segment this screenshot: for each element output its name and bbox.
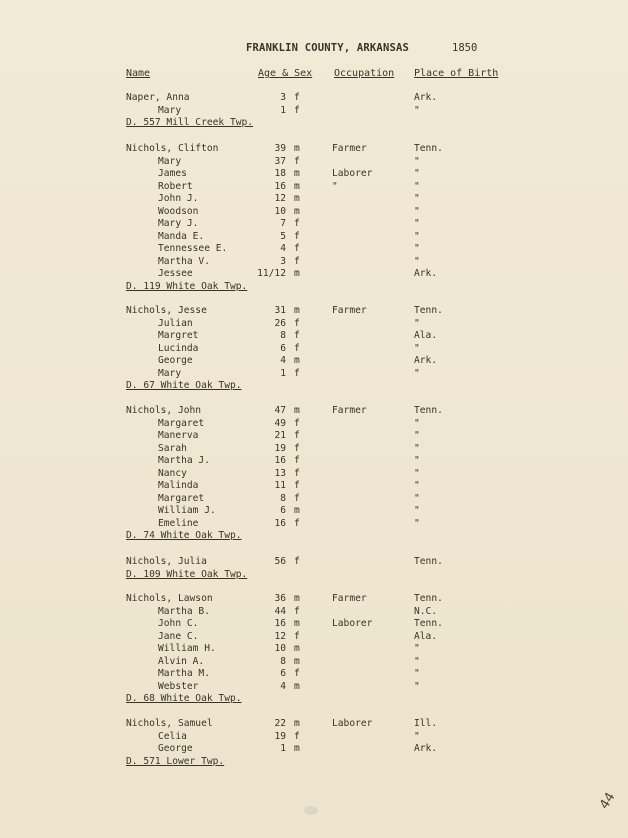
person-sex: f [294,668,300,679]
person-birthplace: " [414,655,420,667]
person-birthplace: " [414,442,420,454]
person-birthplace: " [414,480,420,491]
person-sex: f [294,330,300,341]
person-age: 6 [280,505,286,516]
person-birthplace: " [414,230,420,242]
person-birthplace: " [414,218,420,229]
person-name: Margret [158,330,199,341]
person-name: Nichols, Lawson [126,593,213,604]
person-name: John C. [158,618,199,629]
census-year: 1850 [452,42,478,54]
person-sex: f [294,255,300,267]
person-age: 3 [280,92,286,103]
person-sex: f [294,517,300,529]
person-birthplace: " [414,730,420,742]
page-title: FRANKLIN COUNTY, ARKANSAS [246,42,410,54]
person-name: Celia [158,730,187,742]
person-birthplace: Ala. [414,630,438,642]
person-occupation: Laborer [332,618,373,629]
person-sex: f [294,317,300,329]
person-sex: f [294,218,300,229]
person-age: 39 [274,143,286,154]
person-name: George [158,355,193,366]
person-age: 6 [280,668,286,679]
person-name: William H. [158,643,216,654]
person-birthplace: Ala. [414,330,438,341]
person-birthplace: " [414,168,420,179]
person-occupation: Farmer [332,593,367,604]
person-name: Margaret [158,492,205,504]
person-sex: f [294,630,300,642]
person-name: Woodson [158,205,199,217]
person-occupation: Laborer [332,718,373,729]
person-name: Jessee [158,268,193,279]
person-occupation: " [332,180,338,192]
person-birthplace: Tenn. [414,556,443,567]
person-birthplace: " [414,193,420,204]
column-header-name: Name [126,68,151,79]
person-sex: f [294,367,300,379]
person-name: Julian [158,317,193,329]
person-age: 56 [274,556,286,567]
person-name: Nichols, John [126,405,202,416]
person-sex: m [294,168,300,179]
person-name: Jane C. [158,630,199,642]
person-age: 16 [274,517,286,529]
person-name: Robert [158,180,193,192]
person-age: 1 [280,367,286,379]
person-sex: m [294,305,300,316]
person-name: Tennessee E. [158,243,228,254]
person-sex: f [294,104,300,116]
person-birthplace: Ark. [414,92,438,103]
person-name: Martha J. [158,455,210,466]
person-sex: f [294,556,300,567]
page-number: 44 [597,789,619,812]
person-birthplace: " [414,680,420,692]
person-name: Manerva [158,430,199,441]
person-age: 10 [274,205,286,217]
person-age: 49 [274,417,286,429]
person-age: 19 [274,730,286,742]
person-age: 10 [274,643,286,654]
person-age: 8 [280,330,286,341]
person-name: Alvin A. [158,655,205,667]
person-age: 37 [274,155,286,167]
district-note: D. 109 White Oak Twp. [126,568,248,580]
person-sex: m [294,205,300,217]
column-header-occupation: Occupation [334,68,395,79]
person-sex: f [294,605,300,617]
person-age: 47 [274,405,286,416]
person-age: 1 [280,104,286,116]
district-note: D. 68 White Oak Twp. [126,693,242,704]
person-name: Margaret [158,417,205,429]
person-name: Mary J. [158,218,199,229]
person-age: 8 [280,492,286,504]
stamp-mark [304,806,318,815]
person-name: Webster [158,680,199,692]
person-birthplace: " [414,492,420,504]
person-age: 4 [280,243,286,254]
person-name: Nichols, Julia [126,556,207,567]
person-age: 19 [274,442,286,454]
person-birthplace: Tenn. [414,405,443,416]
person-name: Mary [158,155,182,167]
person-age: 26 [274,317,286,329]
person-sex: f [294,430,300,441]
person-name: Martha B. [158,605,210,617]
person-sex: f [294,342,300,354]
district-note: D. 67 White Oak Twp. [126,380,242,391]
person-birthplace: " [414,317,420,329]
person-sex: f [294,92,300,103]
person-occupation: Farmer [332,305,367,316]
person-birthplace: " [414,243,420,254]
person-name: Sarah [158,442,187,454]
person-age: 13 [274,467,286,479]
person-sex: f [294,480,300,491]
person-age: 16 [274,618,286,629]
person-name: Martha M. [158,668,210,679]
person-sex: m [294,593,300,604]
person-sex: m [294,180,300,192]
person-birthplace: " [414,255,420,267]
person-name: William J. [158,505,216,516]
person-birthplace: Tenn. [414,143,443,154]
person-age: 5 [280,230,286,242]
person-age: 16 [274,180,286,192]
person-name: Mary [158,104,182,116]
person-birthplace: " [414,467,420,479]
person-age: 7 [280,218,286,229]
person-sex: m [294,618,300,629]
person-sex: f [294,155,300,167]
person-sex: f [294,492,300,504]
person-birthplace: " [414,668,420,679]
person-sex: f [294,442,300,454]
person-sex: f [294,243,300,254]
person-name: Emeline [158,517,199,529]
person-name: Martha V. [158,255,210,267]
person-sex: m [294,268,300,279]
person-birthplace: Ark. [414,268,438,279]
person-name: John J. [158,193,199,204]
district-note: D. 571 Lower Twp. [126,755,225,767]
person-occupation: Laborer [332,168,373,179]
person-sex: m [294,405,300,416]
person-age: 12 [274,193,286,204]
person-sex: m [294,680,300,692]
person-sex: m [294,193,300,204]
person-birthplace: Tenn. [414,593,443,604]
person-name: Malinda [158,480,199,491]
person-sex: m [294,718,300,729]
person-name: Nichols, Samuel [126,718,213,729]
person-birthplace: " [414,367,420,379]
person-birthplace: Ill. [414,718,438,729]
person-birthplace: " [414,205,420,217]
person-birthplace: " [414,342,420,354]
person-name: Naper, Anna [126,92,190,103]
person-name: George [158,743,193,754]
person-birthplace: " [414,155,420,167]
person-age: 22 [274,718,286,729]
person-name: Mary [158,367,182,379]
person-birthplace: " [414,104,420,116]
person-occupation: Farmer [332,143,367,154]
district-note: D. 557 Mill Creek Twp. [126,117,254,128]
column-header-age-sex: Age & Sex [258,68,313,79]
person-sex: m [294,655,300,667]
person-birthplace: " [414,455,420,466]
person-name: Lucinda [158,342,199,354]
district-note: D. 119 White Oak Twp. [126,280,248,292]
person-name: James [158,168,187,179]
person-birthplace: Ark. [414,355,438,366]
district-note: D. 74 White Oak Twp. [126,530,242,541]
person-name: Nichols, Jesse [126,305,207,316]
person-occupation: Farmer [332,405,367,416]
person-age: 31 [274,305,286,316]
person-sex: f [294,467,300,479]
column-header-birthplace: Place of Birth [414,68,499,79]
person-age: 16 [274,455,286,466]
person-age: 12 [274,630,286,642]
person-age: 3 [280,255,286,267]
person-name: Nancy [158,467,187,479]
person-birthplace: " [414,505,420,516]
person-sex: m [294,355,300,366]
person-birthplace: " [414,517,420,529]
person-sex: f [294,417,300,429]
person-sex: m [294,143,300,154]
person-birthplace: " [414,643,420,654]
person-age: 11 [274,480,286,491]
person-age: 4 [280,355,286,366]
person-age: 4 [280,680,286,692]
person-birthplace: Ark. [414,743,438,754]
person-birthplace: " [414,417,420,429]
person-sex: m [294,743,300,754]
person-birthplace: " [414,430,420,441]
person-sex: m [294,643,300,654]
person-age: 8 [280,655,286,667]
person-name: Nichols, Clifton [126,143,219,154]
person-sex: f [294,730,300,742]
person-sex: f [294,230,300,242]
person-sex: m [294,505,300,516]
person-age: 6 [280,342,286,354]
person-birthplace: " [414,180,420,192]
person-birthplace: Tenn. [414,618,443,629]
person-age: 36 [274,593,286,604]
person-age: 44 [274,605,286,617]
person-age: 21 [274,430,286,441]
person-sex: f [294,455,300,466]
person-age: 1 [280,743,286,754]
person-name: Manda E. [158,230,205,242]
person-birthplace: N.C. [414,605,438,617]
person-age: 11/12 [257,268,286,279]
person-age: 18 [274,168,286,179]
person-birthplace: Tenn. [414,305,443,316]
